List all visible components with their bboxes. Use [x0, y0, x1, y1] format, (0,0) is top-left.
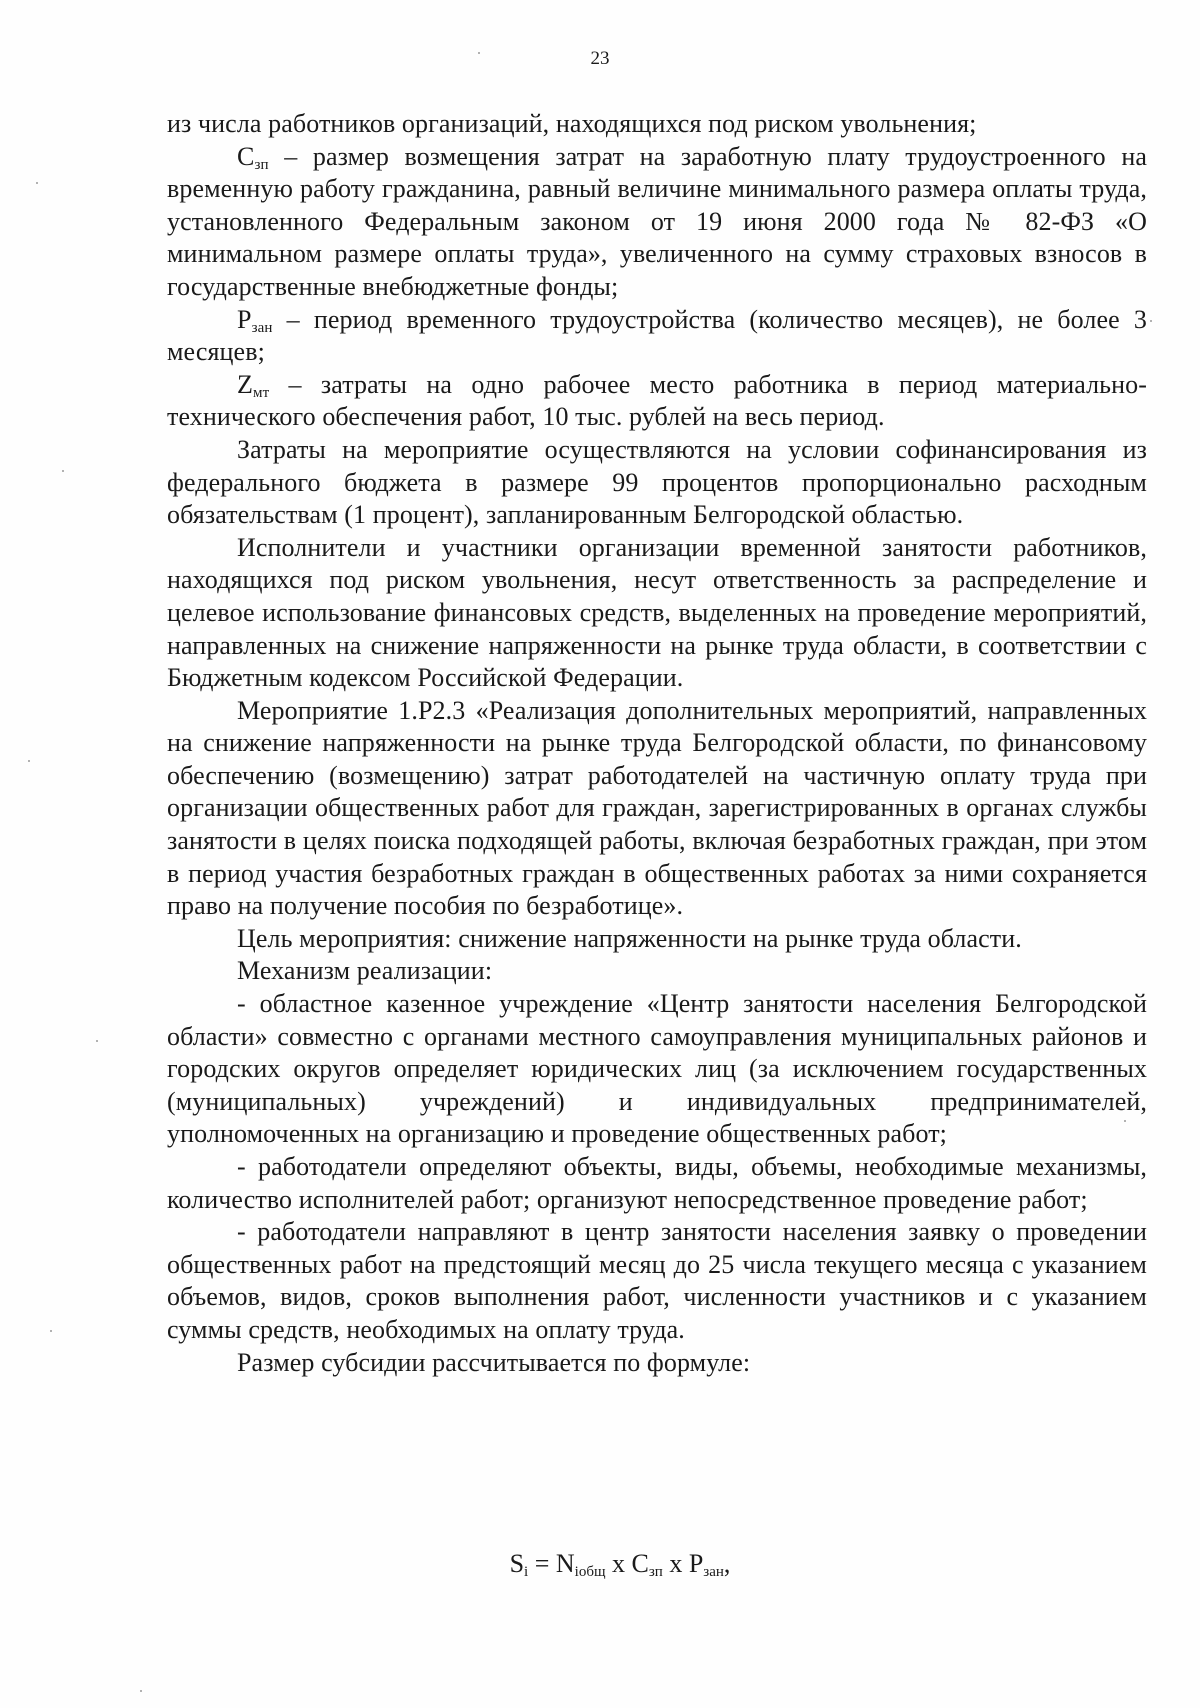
list-item-employers-define: - работодатели определяют объекты, виды, объемы, необходимые механизмы, количество исполнителей работ; организуют непосредственное проведение работ; — [167, 1152, 1147, 1214]
paragraph-rzan-definition — [167, 304, 1147, 369]
formula-s: S — [509, 1549, 525, 1578]
formula-equals: = — [528, 1549, 556, 1578]
symbol-z: Z — [237, 369, 253, 399]
formula-p: Р — [688, 1549, 704, 1578]
formula-p-subscript: зан — [703, 1564, 724, 1580]
formula-n-subscript: iобщ — [574, 1564, 606, 1580]
scan-speck — [1124, 1120, 1126, 1122]
paragraph-mechanism-heading: Механизм реализации: — [237, 956, 493, 986]
paragraph-czp-definition — [167, 141, 1147, 304]
definition-text: – размер возмещения затрат на заработную плату трудоустроенного на временную работу гражданина, равный величине минимального размера оплаты труда, установленного Федеральным законом от 19 июня 2000 года № 82-ФЗ «О минимальном размере оплаты труда», увеличенного на сумму страховых взносов в государственные внебюджетные фонды; — [167, 141, 1147, 301]
formula-s-subscript: i — [524, 1564, 529, 1580]
definition-text: – затраты на одно рабочее место работника в период материально-технического обеспечения работ, 10 тыс. рублей на весь период. — [167, 369, 1147, 432]
paragraph-formula-intro: Размер субсидии рассчитывается по формуле: — [237, 1347, 751, 1377]
scan-speck — [28, 760, 30, 762]
scan-speck — [96, 1040, 98, 1042]
scan-speck — [478, 52, 480, 54]
scan-speck — [36, 182, 38, 184]
scan-speck — [1150, 320, 1152, 322]
paragraph-1: из числа работников организаций, находящихся под риском увольнения; — [167, 109, 977, 138]
paragraph-goal: Цель мероприятия: снижение напряженности на рынке труда области. — [237, 923, 1022, 953]
formula-n: N — [555, 1549, 575, 1578]
scan-speck — [140, 1690, 142, 1692]
symbol-p-subscript: зан — [251, 319, 273, 336]
formula-comma: , — [723, 1549, 731, 1578]
scan-speck — [50, 1330, 52, 1332]
page-number: 23 — [590, 48, 610, 69]
scan-speck — [62, 470, 64, 472]
formula-c-subscript: зп — [648, 1564, 663, 1580]
formula-c: С — [631, 1549, 649, 1578]
formula-multiply: x — [605, 1549, 632, 1578]
symbol-z-subscript: мт — [252, 384, 270, 401]
document-body — [167, 108, 1147, 1379]
paragraph-cofinancing: Затраты на мероприятие осуществляются на условии софинансирования из федерального бюджета в размере 99 процентов пропорционально расходным обязательствам (1 процент), запланированным Белгородской областью. — [167, 434, 1147, 530]
list-item-employers-apply: - работодатели направляют в центр занятости населения заявку о проведении общественных работ на предстоящий месяц до 25 числа текущего месяца с указанием объемов, видов, сроков выполнения работ, численности участников и с указанием суммы средств, необходимых на оплату труда. — [167, 1217, 1147, 1344]
paragraph-responsibility: Исполнители и участники организации временной занятости работников, находящихся под риском увольнения, несут ответственность за распределение и целевое использование финансовых средств, выделенных на проведение мероприятий, направленных на снижение напряженности на рынке труда области, в соответствии с Бюджетным кодексом Российской Федерации. — [167, 532, 1147, 693]
symbol-c: С — [237, 141, 255, 171]
list-item-employment-center: - областное казенное учреждение «Центр занятости населения Белгородской области» совместно с органами местного самоуправления муниципальных районов и городских округов определяет юридических лиц (за исключением государственных (муниципальных) учреждений) и индивидуальных предпринимателей, уполномоченных на организацию и проведение общественных работ; — [167, 989, 1147, 1149]
symbol-c-subscript: зп — [254, 156, 269, 173]
paragraph-measure-1p23: Мероприятие 1.Р2.3 «Реализация дополнительных мероприятий, направленных на снижение напряженности на рынке труда Белгородской области, по финансовому обеспечению (возмещению) затрат работодателей на частичную оплату труда при организации общественных работ для граждан, зарегистрированных в органах службы занятости в целях поиска подходящей работы, включая безработных граждан, при этом в период участия безработных граждан в общественных работах за ними сохраняется право на получение пособия по безработице». — [167, 695, 1147, 921]
paragraph-zmt-definition — [167, 369, 1147, 434]
formula-expression — [510, 1547, 731, 1581]
definition-text: – период временного трудоустройства (количество месяцев), не более 3 месяцев; — [167, 304, 1147, 367]
subsidy-formula — [0, 1547, 1200, 1581]
formula-multiply: x — [662, 1549, 689, 1578]
symbol-p: Р — [237, 304, 252, 334]
